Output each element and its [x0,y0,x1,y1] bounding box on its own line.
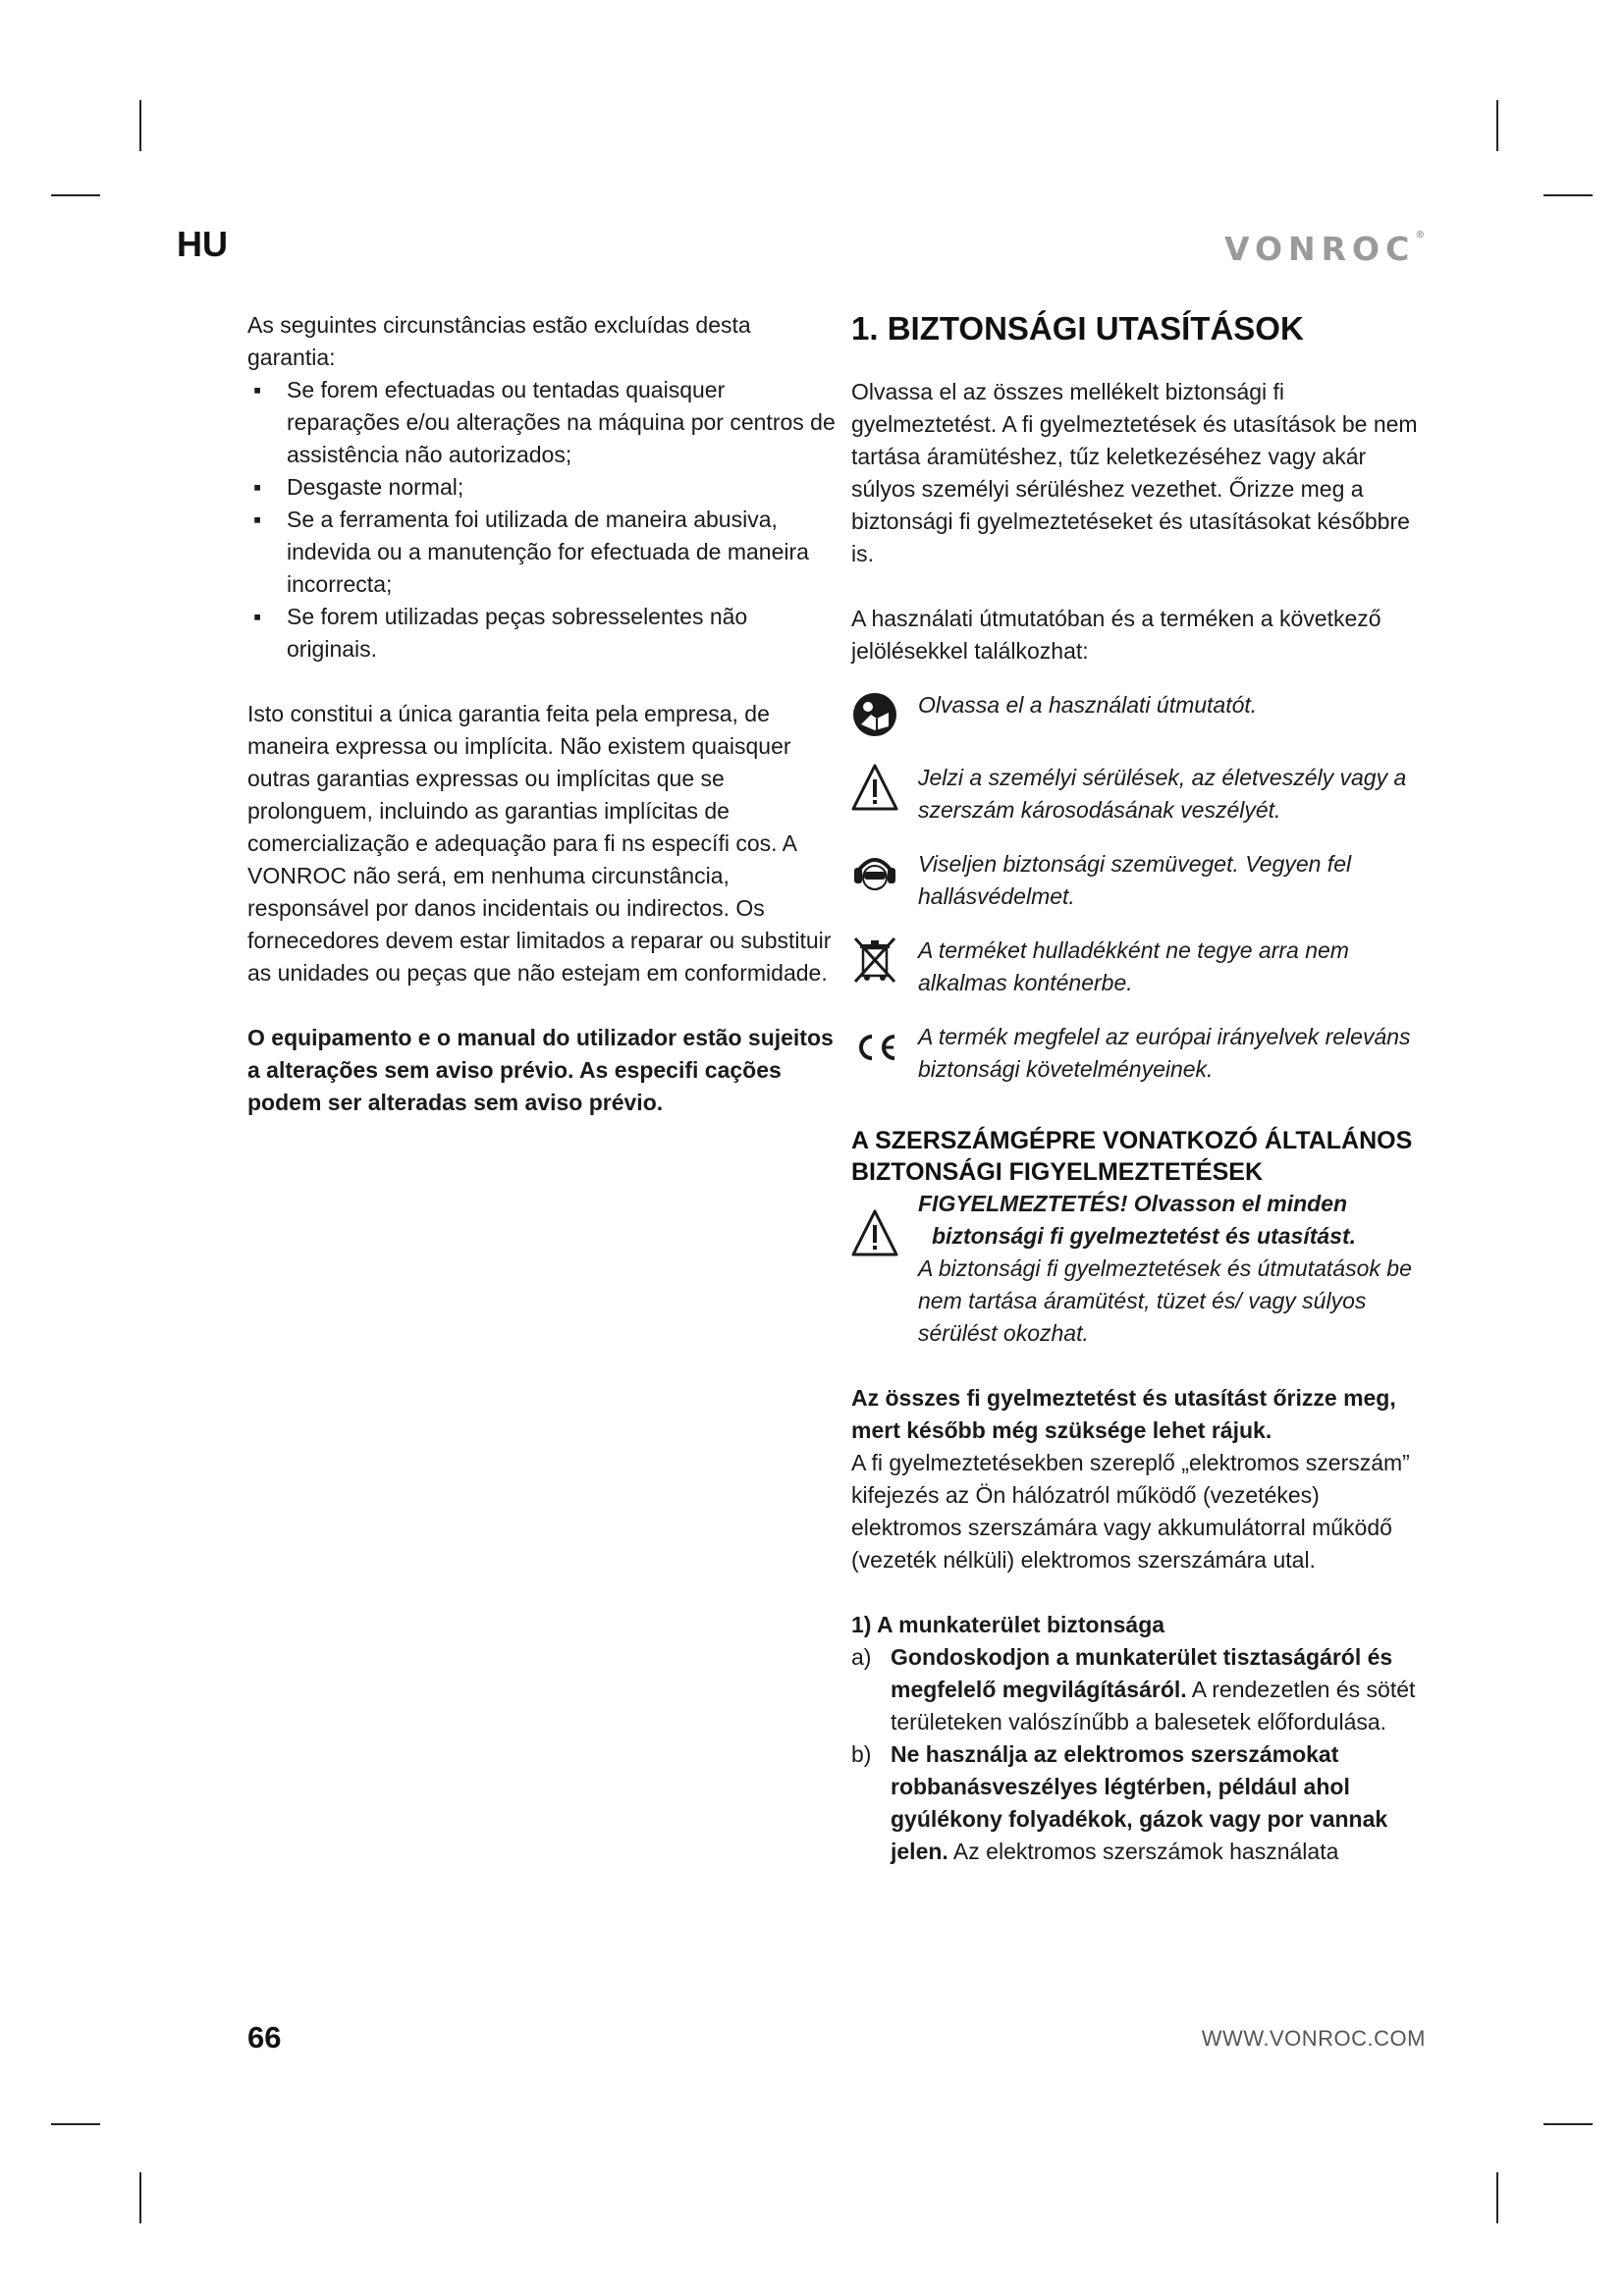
symbol-row [851,762,1426,827]
item-text: A rendezetlen és sötét területeken valószínűbb a balesetek előfordulása. [891,1677,1416,1735]
list-item-text: Desgaste normal; [287,474,464,500]
symbol-description: Viseljen biztonsági szemüveget. Vegyen fel hallásvédelmet. [918,851,1352,909]
work-area-list [851,1641,1426,1868]
item-bold-text: Gondoskodjon a munkaterület tisztaságáról és megfelelő megvilágításáról. [891,1644,1393,1702]
symbol-description: Jelzi a személyi sérülések, az életveszély vagy a szerszám károsodásának veszélyét. [918,765,1407,823]
crop-mark-top-right-h [1543,194,1593,196]
warning-text-block [918,1188,1426,1350]
list-item [247,374,837,471]
symbol-row [851,848,1426,913]
crop-mark-bottom-right-h [1543,2123,1593,2125]
bullet-marker: ▪ [253,474,262,500]
general-warning-box [851,1188,1426,1350]
section-title: 1. BIZTONSÁGI UTASÍTÁSOK [851,310,1304,347]
crop-mark-bottom-right [1496,2172,1498,2223]
power-tool-definition: A fi gyelmeztetésekben szereplő „elektromos szerszám” kifejezés az Ön hálózatról működő (vezetékes) elektromos szerszámára vagy akkumulátorral működő (vezeték nélküli) elektromos szerszámára utal. [851,1450,1410,1573]
brand-logo [1224,230,1425,268]
crop-mark-top-left-h [51,194,100,196]
page-number: 66 [247,2020,282,2055]
list-item-text: Se forem efectuadas ou tentadas quaisquer reparações e/ou alterações na máquina por centros de assistência não autorizados; [287,377,836,467]
list-item-text: Se forem utilizadas peças sobresselentes não originais. [287,604,748,662]
bullet-marker: ▪ [253,507,262,532]
list-item [247,504,837,601]
right-column [851,309,1426,1868]
bullet-marker: ▪ [253,604,262,629]
brand-name: VONROC [1224,230,1416,268]
symbol-description: Olvassa el a használati útmutatót. [918,692,1258,718]
warning-heading: FIGYELMEZTETÉS! Olvasson el minden biztonsági fi gyelmeztetést és utasítást. [918,1191,1357,1249]
brand-registered-mark: ® [1415,230,1426,240]
list-item-text: Se a ferramenta foi utilizada de maneira abusiva, indevida ou a manutenção for efectuada de maneira incorrecta; [287,507,809,597]
symbol-row [851,689,1426,740]
warning-text: A biztonsági fi gyelmeztetések és útmutatások be nem tartása áramütést, tüzet és/ vagy súlyos sérülést okozhat. [918,1255,1412,1346]
item-text: Az elektromos szerszámok használata [947,1839,1339,1864]
symbol-row [851,934,1426,999]
symbol-description: A terméket hulladékként ne tegye arra nem alkalmas konténerbe. [918,937,1349,995]
crop-mark-top-right [1496,100,1498,151]
ce-mark-icon [851,1021,898,1072]
list-item [247,601,837,666]
warranty-paragraph: Isto constitui a única garantia feita pela empresa, de maneira expressa ou implícita. Não existem quaisquer outras garantias expressas ou implícitas que se prolonguem, incluindo as garantias implícitas de comercialização e adequação para fi ns específi cos. A VONROC não será, em nenhuma circunstância, responsável por danos incidentais ou indirectos. Os fornecedores devem estar limitados a reparar ou substituir as unidades ou peças que não estejam em conformidade. [247,701,832,986]
list-item [247,471,837,504]
list-item [851,1641,1426,1738]
language-code: HU [177,224,228,264]
crop-mark-bottom-left-h [51,2123,100,2125]
crop-mark-bottom-left [139,2172,141,2223]
list-item [851,1738,1426,1868]
left-column [247,309,837,1119]
item-bold-text: Ne használja az elektromos szerszámokat robbanásveszélyes légtérben, például ahol gyúlékony folyadékok, gázok vagy por vannak jelen. [891,1741,1388,1864]
crop-mark-top-left [139,100,141,151]
goggles-earmuffs-icon [851,848,898,899]
safety-intro: Olvassa el az összes mellékelt biztonsági fi gyelmeztetést. A fi gyelmeztetések és utasítások be nem tartása áramütéshez, tűz keletkezéséhez vagy akár súlyos személyi sérüléshez vezethet. Őrizze meg a biztonsági fi gyelmeztetéseket és utasításokat későbbre is. [851,379,1418,566]
item-label: b) [851,1741,872,1767]
website-url: WWW.VONROC.COM [1201,2026,1426,2051]
warning-icon [851,1188,898,1267]
item-label: a) [851,1644,872,1670]
change-notice: O equipamento e o manual do utilizador estão sujeitos a alterações sem aviso prévio. As especifi cações podem ser alteradas sem aviso prévio. [247,1025,834,1115]
general-warnings-title: A SZERSZÁMGÉPRE VONATKOZÓ ÁLTALÁNOS BIZTONSÁGI FIGYELMEZTETÉSEK [851,1127,1413,1186]
exclusions-list [247,374,837,666]
symbols-intro: A használati útmutatóban és a terméken a következő jelölésekkel találkozhat: [851,606,1381,664]
warning-icon [851,762,898,813]
exclusions-intro: As seguintes circunstâncias estão excluídas desta garantia: [247,312,751,370]
keep-instructions-heading: Az összes fi gyelmeztetést és utasítást őrizze meg, mert később még szüksége lehet rájuk. [851,1385,1396,1443]
bullet-marker: ▪ [253,377,262,402]
symbol-row [851,1021,1426,1086]
work-area-title: 1) A munkaterület biztonsága [851,1612,1165,1637]
manual-icon [851,689,898,740]
symbol-description: A termék megfelel az európai irányelvek releváns biztonsági követelményeinek. [918,1024,1411,1082]
crossed-bin-icon [851,934,898,986]
